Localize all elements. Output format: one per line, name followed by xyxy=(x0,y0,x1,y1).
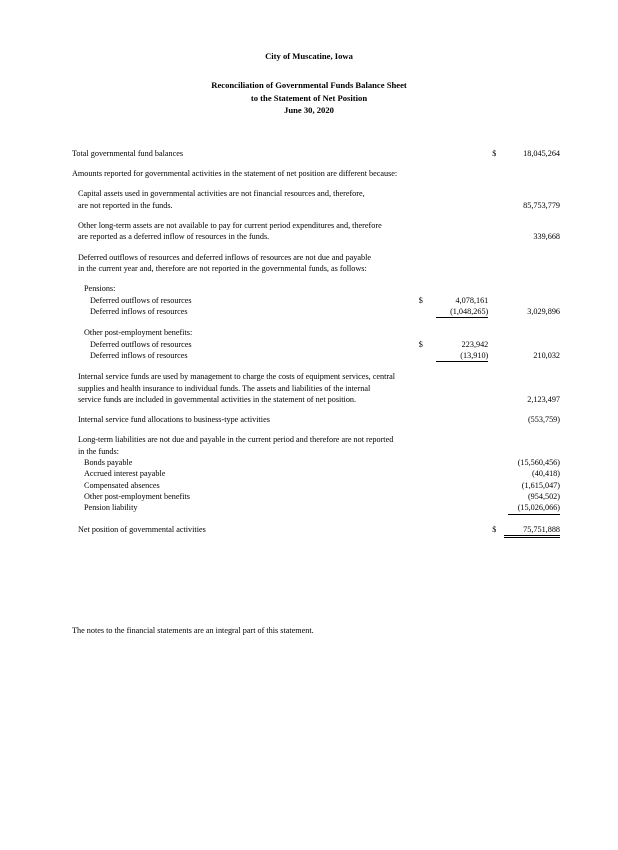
pensions-inflows-value-cell xyxy=(431,306,493,318)
blank-cell xyxy=(431,371,493,382)
pensions-inflows-value: (1,048,265) xyxy=(436,306,488,318)
statement-date: June 30, 2020 xyxy=(284,105,334,116)
blank-cell xyxy=(498,371,618,382)
deferred-intro-line-2: in the current year and, therefore are not reported in the governmental funds, as follows: xyxy=(78,264,367,273)
blank-cell xyxy=(431,231,493,242)
statement-title xyxy=(0,79,618,116)
accrued-interest-label: Accrued interest payable xyxy=(84,469,166,479)
table-row xyxy=(0,524,618,538)
document-header xyxy=(0,50,618,117)
amounts-reported-intro: Amounts reported for governmental activities in the statement of net position are different because: xyxy=(72,169,398,179)
blank-cell xyxy=(419,148,431,159)
pensions-heading: Pensions: xyxy=(84,284,116,294)
pensions-outflows-label: Deferred outflows of resources xyxy=(90,295,192,305)
isf-allocations-label: Internal service fund allocations to business-type activities xyxy=(78,415,270,425)
blank-cell xyxy=(419,350,431,362)
footnote: The notes to the financial statements are an integral part of this statement. xyxy=(72,626,314,635)
blank-cell xyxy=(419,327,431,338)
table-row xyxy=(0,295,618,306)
blank-cell xyxy=(498,220,618,231)
table-row xyxy=(0,263,618,274)
table-row xyxy=(0,168,618,179)
opeb-inflows-value: (13,910) xyxy=(436,350,488,362)
blank-cell xyxy=(431,200,493,211)
dollar-sign-pensions-outflows: $ xyxy=(418,295,423,305)
dollar-sign-opeb-outflows: $ xyxy=(418,339,423,349)
pensions-inflows-label: Deferred inflows of resources xyxy=(90,306,188,316)
opeb-outflows-label: Deferred outflows of resources xyxy=(90,339,192,349)
blank-cell xyxy=(498,188,618,199)
deferred-intro-line-1: Deferred outflows of resources and deferred inflows of resources are not due and payable xyxy=(78,252,372,262)
table-row xyxy=(0,491,618,502)
blank-cell xyxy=(431,383,493,394)
table-row xyxy=(0,283,618,294)
blank-cell xyxy=(498,283,618,294)
blank-cell xyxy=(431,414,493,425)
blank-cell xyxy=(431,252,493,263)
opeb-outflows-value: 223,942 xyxy=(461,339,489,349)
longterm-liabilities-label-line-2: in the funds: xyxy=(78,446,119,456)
table-row xyxy=(0,306,618,318)
opeb-inflows-value-cell xyxy=(431,350,493,362)
blank-cell xyxy=(498,327,618,338)
blank-cell xyxy=(498,252,618,263)
blank-cell xyxy=(431,434,493,445)
other-longterm-assets-value: 339,668 xyxy=(533,232,560,242)
blank-cell xyxy=(431,188,493,199)
internal-service-label-line-1: Internal service funds are used by management to charge the costs of equipment services, central xyxy=(78,372,395,382)
blank-cell xyxy=(431,446,493,457)
blank-cell xyxy=(419,383,431,394)
blank-cell xyxy=(498,339,618,350)
pensions-net-value: 3,029,896 xyxy=(527,306,560,316)
dollar-sign-total: $ xyxy=(492,148,497,158)
blank-cell xyxy=(419,502,431,514)
other-longterm-assets-label-line-2: are reported as a deferred inflow of resources in the funds. xyxy=(78,232,270,242)
blank-cell xyxy=(419,394,431,405)
blank-cell xyxy=(498,263,618,274)
other-longterm-assets-label-line-1: Other long-term assets are not available to pay for current period expenditures and, therefore xyxy=(78,221,382,231)
blank-cell xyxy=(419,168,431,179)
table-row xyxy=(0,457,618,468)
blank-cell xyxy=(431,480,493,491)
pension-liability-value-cell xyxy=(498,502,618,514)
table-row xyxy=(0,502,618,514)
table-row xyxy=(0,350,618,362)
compensated-absences-value: (1,615,047) xyxy=(521,480,560,490)
blank-cell xyxy=(431,263,493,274)
blank-cell xyxy=(431,283,493,294)
blank-cell xyxy=(419,283,431,294)
blank-cell xyxy=(419,491,431,502)
opeb-liability-label: Other post-employment benefits xyxy=(84,492,190,501)
net-position-label: Net position of governmental activities xyxy=(78,524,206,534)
blank-cell xyxy=(419,457,431,468)
blank-cell xyxy=(419,480,431,491)
document-page xyxy=(0,50,618,850)
bonds-payable-label: Bonds payable xyxy=(84,458,133,468)
blank-cell xyxy=(419,371,431,382)
blank-cell xyxy=(498,446,618,457)
table-row xyxy=(0,468,618,479)
blank-cell xyxy=(419,524,431,538)
bonds-payable-value: (15,560,456) xyxy=(517,458,560,468)
table-row xyxy=(0,371,618,382)
blank-cell xyxy=(419,306,431,318)
table-row xyxy=(0,200,618,211)
capital-assets-label-line-1: Capital assets used in governmental activities are not financial resources and, therefore, xyxy=(78,189,365,199)
opeb-liability-value: (954,502) xyxy=(527,492,560,501)
blank-cell xyxy=(498,168,618,179)
net-position-value: 75,751,888 xyxy=(504,524,560,538)
blank-cell xyxy=(431,327,493,338)
blank-cell xyxy=(419,263,431,274)
blank-cell xyxy=(431,491,493,502)
blank-cell xyxy=(419,434,431,445)
total-fund-balances-value: 18,045,264 xyxy=(523,148,560,158)
blank-cell xyxy=(419,220,431,231)
pension-liability-label: Pension liability xyxy=(84,503,138,513)
net-position-value-cell xyxy=(498,524,618,538)
blank-cell xyxy=(431,457,493,468)
internal-service-label-line-3: service funds are included in governmental activities in the statement of net position. xyxy=(78,394,357,404)
table-row xyxy=(0,231,618,242)
opeb-inflows-label: Deferred inflows of resources xyxy=(90,350,188,360)
table-row xyxy=(0,252,618,263)
table-row xyxy=(0,339,618,350)
blank-cell xyxy=(431,148,493,159)
total-fund-balances-label: Total governmental fund balances xyxy=(72,148,184,158)
blank-cell xyxy=(431,394,493,405)
blank-cell xyxy=(431,524,493,538)
longterm-liabilities-label-line-1: Long-term liabilities are not due and payable in the current period and therefore are not reported xyxy=(78,435,394,445)
pension-liability-value: (15,026,066) xyxy=(508,502,560,514)
statement-title-line-2: to the Statement of Net Position xyxy=(250,92,368,103)
blank-cell xyxy=(498,434,618,445)
internal-service-value: 2,123,497 xyxy=(527,394,560,404)
table-row xyxy=(0,414,618,425)
blank-cell xyxy=(419,188,431,199)
blank-cell xyxy=(419,446,431,457)
blank-cell xyxy=(419,468,431,479)
blank-cell xyxy=(498,295,618,306)
table-row xyxy=(0,480,618,491)
table-row xyxy=(0,434,618,445)
reconciliation-table xyxy=(0,139,618,538)
pensions-outflows-value: 4,078,161 xyxy=(455,295,489,305)
blank-cell xyxy=(498,383,618,394)
capital-assets-label-line-2: are not reported in the funds. xyxy=(78,200,173,210)
blank-cell xyxy=(419,231,431,242)
blank-cell xyxy=(431,168,493,179)
opeb-heading: Other post-employment benefits: xyxy=(84,328,193,338)
table-row xyxy=(0,446,618,457)
table-row xyxy=(0,220,618,231)
table-row xyxy=(0,188,618,199)
internal-service-label-line-2: supplies and health insurance to individual funds. The assets and liabilities of the internal xyxy=(78,383,371,393)
table-row xyxy=(0,148,618,159)
blank-cell xyxy=(419,200,431,211)
compensated-absences-label: Compensated absences xyxy=(84,480,160,490)
dollar-sign-net-position: $ xyxy=(492,524,497,534)
table-row xyxy=(0,394,618,405)
entity-name: City of Muscatine, Iowa xyxy=(265,51,353,61)
opeb-net-value: 210,032 xyxy=(533,350,560,360)
table-row xyxy=(0,383,618,394)
blank-cell xyxy=(431,502,493,514)
blank-cell xyxy=(419,252,431,263)
accrued-interest-value: (40,418) xyxy=(532,469,560,479)
blank-cell xyxy=(431,220,493,231)
statement-title-line-1: Reconciliation of Governmental Funds Balance Sheet xyxy=(211,80,407,91)
table-row xyxy=(0,327,618,338)
blank-cell xyxy=(419,414,431,425)
blank-cell xyxy=(431,468,493,479)
capital-assets-value: 85,753,779 xyxy=(523,200,560,210)
isf-allocations-value: (553,759) xyxy=(527,415,560,425)
